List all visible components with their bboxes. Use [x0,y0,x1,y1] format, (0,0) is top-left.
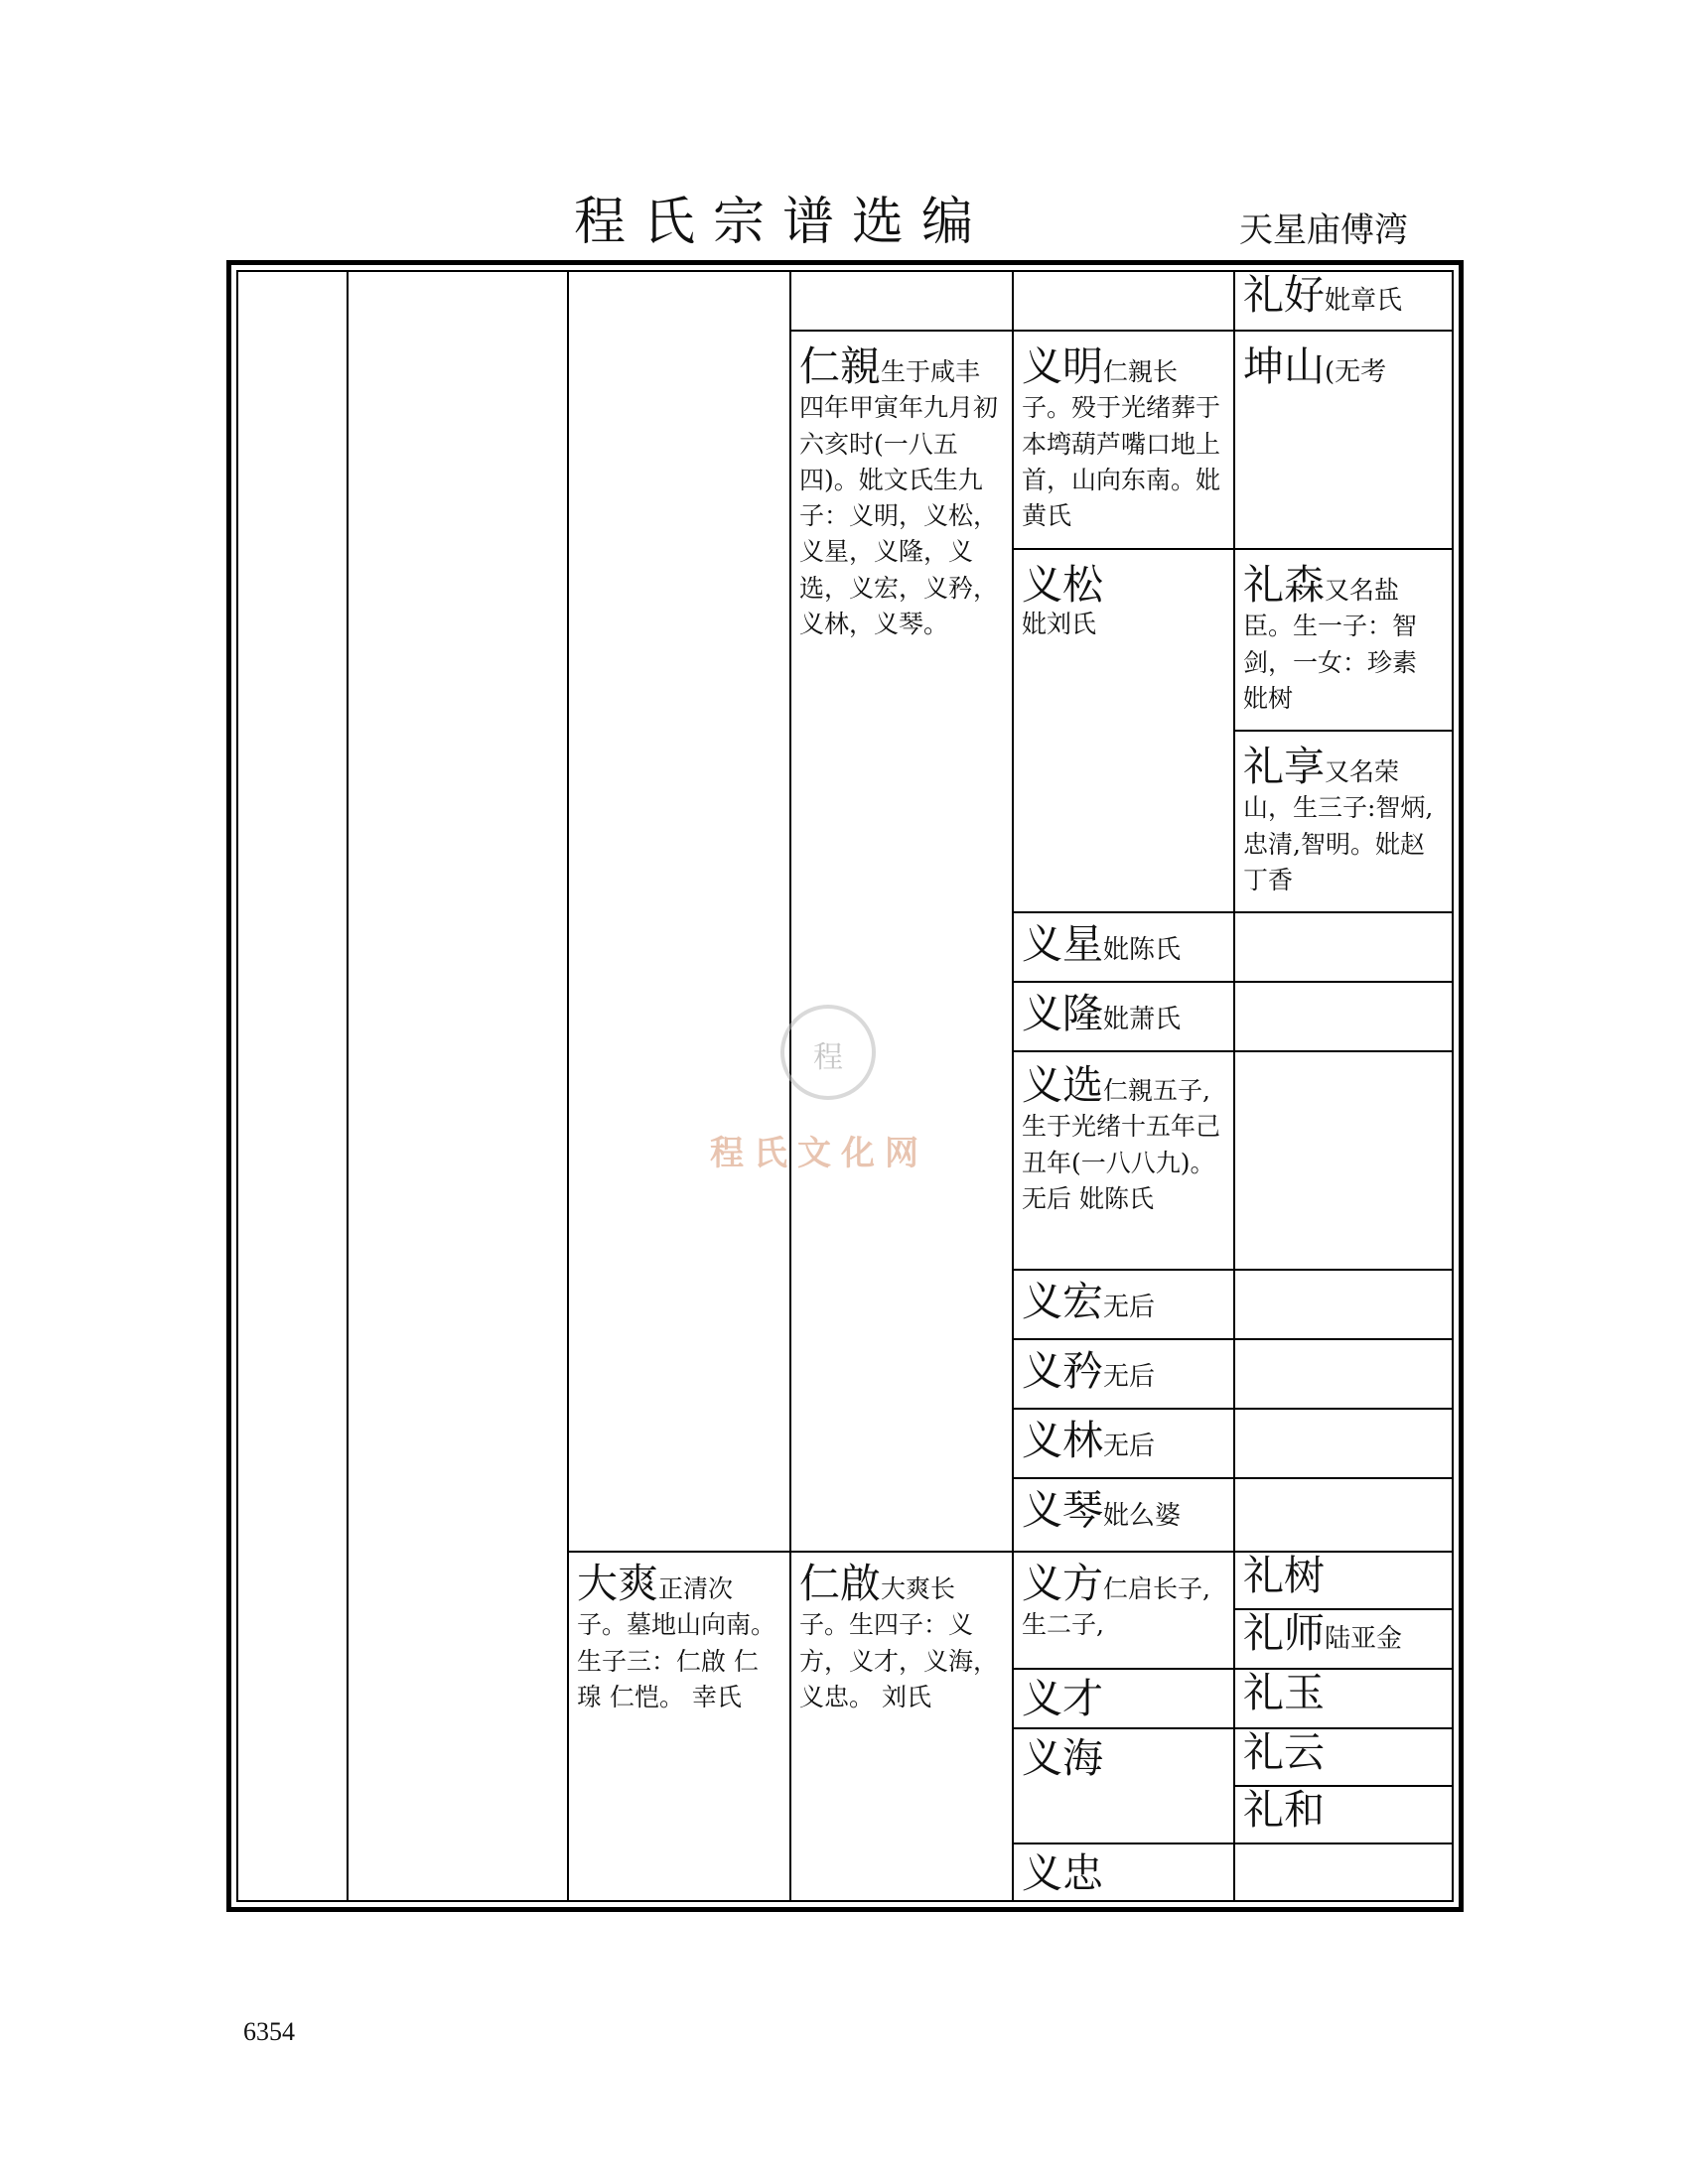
entry-name: 礼云 [1243,1731,1325,1775]
row-divider [789,1551,1012,1553]
entry-desc: 妣刘氏 [1022,610,1097,639]
row-divider [1233,548,1452,550]
entry-name: 义松 [1022,564,1103,609]
entry-name: 义忠 [1022,1852,1103,1896]
row-divider [1012,548,1233,550]
entry-name: 义明 [1022,345,1103,390]
entry-name: 礼享 [1243,746,1325,790]
entry-name: 礼和 [1243,1789,1325,1833]
page-number: 6354 [243,2017,295,2046]
row-divider [1233,981,1452,983]
row-divider [1012,1843,1233,1844]
entry-yi-xuan [1016,1064,1230,1217]
row-divider [1012,1050,1233,1052]
watermark-seal [780,1005,876,1100]
row-divider [1233,911,1452,913]
entry-desc: 生于咸丰四年甲寅年九月初六亥时(一八五四)。妣文氏生九子：义明，义松，义星，义隆，义选，义宏，义矜，义林，义琴。 [799,357,999,638]
entry-yi-hong [1016,1281,1230,1323]
row-divider [1233,1727,1452,1729]
row-divider [1233,1050,1452,1052]
entry-name: 礼森 [1243,564,1325,609]
entry-li-yu [1237,1672,1450,1714]
row-divider [1012,981,1233,983]
page-subtitle: 天星庙傅湾 [1239,210,1408,250]
entry-ren-qi [793,1563,1008,1715]
entry-li-sen [1237,564,1450,717]
row-divider [1233,1477,1452,1479]
entry-li-shu [1237,1555,1450,1597]
entry-name: 义矜 [1022,1350,1103,1394]
entry-desc: 妣萧氏 [1103,1005,1182,1034]
entry-desc: 正清次子。墓地山向南。生子三：仁啟 仁瑔 仁恺。 幸氏 [577,1574,776,1711]
entry-li-shi [1237,1612,1450,1655]
entry-yi-fang [1016,1563,1230,1644]
entry-name: 坤山 [1243,345,1325,389]
row-divider [1233,1269,1452,1271]
entry-name: 礼树 [1243,1555,1325,1598]
entry-yi-xing [1016,923,1230,966]
entry-yi-long [1016,993,1230,1035]
row-divider [1012,1551,1233,1553]
entry-name: 大爽 [577,1563,658,1607]
entry-kun-shan [1237,345,1450,388]
entry-desc: (无考 [1325,357,1387,387]
row-divider [1233,1608,1452,1610]
row-divider [1012,1477,1233,1479]
row-divider [1012,1408,1233,1410]
entry-name: 义方 [1022,1563,1103,1607]
entry-ren-qin [793,345,1008,642]
entry-li-yun [1237,1731,1450,1774]
entry-desc: 又名荣山，生三子:智炳,忠清,智明。妣赵丁香 [1243,757,1434,894]
entry-name: 礼好 [1243,274,1325,318]
row-divider [1012,1269,1233,1271]
entry-name: 义琴 [1022,1489,1103,1533]
row-divider [789,330,1012,332]
entry-desc: 妣章氏 [1325,286,1403,316]
entry-yi-lin [1016,1420,1230,1462]
row-divider [1233,1843,1452,1844]
entry-yi-zhong [1016,1852,1230,1895]
entry-yi-jin [1016,1350,1230,1393]
row-divider [1012,1338,1233,1340]
entry-desc: 大爽长子。生四子：义方，义才，义海，义忠。 刘氏 [799,1574,999,1711]
entry-desc: 又名盐臣。生一子：智剑，一女：珍素 妣树 [1243,576,1418,713]
watermark-seal-text: 程 [813,1040,843,1075]
entry-name: 义林 [1022,1420,1103,1463]
column-divider [347,270,349,1902]
entry-name: 仁啟 [799,1563,881,1607]
entry-li-hao [1237,274,1450,317]
row-divider [1233,330,1452,332]
watermark-text: 程氏文化网 [710,1134,928,1173]
entry-name: 义才 [1022,1678,1103,1721]
entry-name: 礼玉 [1243,1672,1325,1715]
entry-yi-song [1016,564,1230,642]
entry-name: 仁親 [799,345,881,390]
row-divider [1233,1338,1452,1340]
entry-desc: 无后 [1103,1293,1156,1322]
entry-name: 礼师 [1243,1612,1325,1656]
row-divider [1233,1785,1452,1787]
row-divider [1233,1408,1452,1410]
row-divider [567,1551,789,1553]
entry-da-shuang [571,1563,785,1715]
column-divider [567,270,569,1902]
page-title: 程氏宗谱选编 [574,193,992,252]
entry-desc: 仁启长子,生二子, [1022,1574,1210,1640]
entry-desc: 无后 [1103,1432,1156,1461]
row-divider [1012,330,1233,332]
entry-desc: 无后 [1103,1362,1156,1392]
entry-name: 义隆 [1022,993,1103,1036]
entry-desc: 仁親五子,生于光绪十五年己丑年(一八八九)。无后 妣陈氏 [1022,1076,1221,1213]
entry-yi-hai [1016,1737,1230,1780]
row-divider [1233,1551,1452,1553]
entry-desc: 仁親长子。殁于光绪葬于本塆葫芦嘴口地上首，山向东南。妣黄氏 [1022,357,1221,530]
row-divider [1012,1668,1233,1670]
entry-name: 义宏 [1022,1281,1103,1324]
entry-li-he [1237,1789,1450,1832]
entry-li-xiang [1237,746,1450,898]
entry-yi-ming [1016,345,1230,534]
row-divider [1012,1727,1233,1729]
entry-desc: 妣陈氏 [1103,935,1182,965]
row-divider [1233,730,1452,732]
entry-desc: 妣么婆 [1103,1501,1182,1531]
entry-name: 义星 [1022,923,1103,967]
column-divider [789,270,791,1902]
entry-desc: 陆亚金 [1325,1624,1403,1654]
column-divider [1233,270,1235,1902]
row-divider [1233,1668,1452,1670]
entry-name: 义海 [1022,1737,1103,1781]
entry-yi-qin [1016,1489,1230,1532]
column-divider [1012,270,1014,1902]
row-divider [1012,911,1233,913]
entry-name: 义选 [1022,1064,1103,1109]
entry-yi-cai [1016,1678,1230,1720]
